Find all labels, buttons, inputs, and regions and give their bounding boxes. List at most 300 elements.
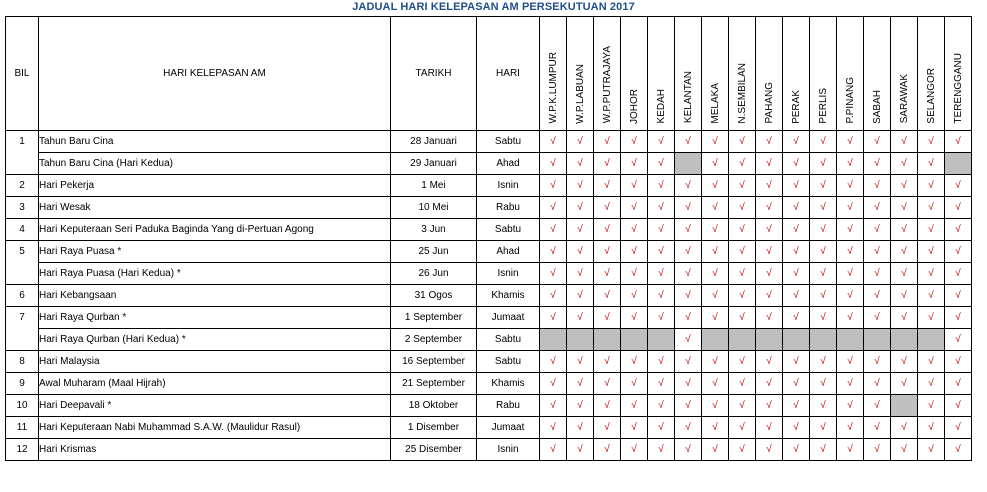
row-date: 25 Jun bbox=[391, 241, 477, 263]
holiday-check-mark: √ bbox=[756, 285, 783, 307]
row-day: Ahad bbox=[477, 153, 540, 175]
holiday-check-mark: √ bbox=[675, 417, 702, 439]
holiday-check-mark: √ bbox=[783, 351, 810, 373]
table-row bbox=[6, 131, 972, 153]
holiday-check-mark: √ bbox=[594, 263, 621, 285]
holiday-check-mark: √ bbox=[675, 395, 702, 417]
holiday-check-mark: √ bbox=[567, 263, 594, 285]
holiday-check-mark: √ bbox=[648, 373, 675, 395]
holiday-check-mark: √ bbox=[648, 417, 675, 439]
row-day: Sabtu bbox=[477, 131, 540, 153]
holiday-check-mark: √ bbox=[729, 395, 756, 417]
holiday-check-mark: √ bbox=[567, 153, 594, 175]
not-holiday-cell bbox=[675, 153, 702, 175]
row-day: Sabtu bbox=[477, 329, 540, 351]
holiday-check-mark: √ bbox=[702, 307, 729, 329]
holiday-check-mark: √ bbox=[594, 373, 621, 395]
holiday-check-mark: √ bbox=[783, 131, 810, 153]
table-row bbox=[6, 307, 972, 329]
holiday-check-mark: √ bbox=[864, 219, 891, 241]
holiday-check-mark: √ bbox=[837, 373, 864, 395]
holiday-check-mark: √ bbox=[810, 197, 837, 219]
holiday-check-mark: √ bbox=[783, 153, 810, 175]
holiday-check-mark: √ bbox=[540, 439, 567, 461]
table-row bbox=[6, 373, 972, 395]
holiday-check-mark: √ bbox=[945, 329, 972, 351]
not-holiday-cell bbox=[594, 329, 621, 351]
holiday-check-mark: √ bbox=[945, 197, 972, 219]
table-body bbox=[6, 131, 972, 461]
row-holiday-name: Hari Raya Qurban * bbox=[39, 307, 391, 329]
holiday-check-mark: √ bbox=[675, 263, 702, 285]
header-state-label: MELAKA bbox=[709, 82, 721, 124]
row-holiday-name: Hari Raya Puasa * bbox=[39, 241, 391, 263]
holiday-check-mark: √ bbox=[702, 197, 729, 219]
holiday-check-mark: √ bbox=[567, 395, 594, 417]
holiday-check-mark: √ bbox=[648, 307, 675, 329]
holiday-check-mark: √ bbox=[729, 439, 756, 461]
holiday-check-mark: √ bbox=[648, 439, 675, 461]
holiday-check-mark: √ bbox=[891, 263, 918, 285]
holiday-check-mark: √ bbox=[621, 131, 648, 153]
holiday-check-mark: √ bbox=[729, 351, 756, 373]
holiday-check-mark: √ bbox=[540, 263, 567, 285]
header-date: TARIKH bbox=[391, 17, 477, 131]
header-row bbox=[6, 17, 972, 131]
row-day: Khamis bbox=[477, 285, 540, 307]
not-holiday-cell bbox=[621, 329, 648, 351]
row-day: Jumaat bbox=[477, 307, 540, 329]
holiday-check-mark: √ bbox=[729, 285, 756, 307]
row-holiday-name: Hari Deepavali * bbox=[39, 395, 391, 417]
holiday-check-mark: √ bbox=[756, 153, 783, 175]
header-name: HARI KELEPASAN AM bbox=[39, 17, 391, 131]
holiday-check-mark: √ bbox=[729, 219, 756, 241]
row-date: 26 Jun bbox=[391, 263, 477, 285]
header-state bbox=[783, 17, 810, 131]
not-holiday-cell bbox=[891, 395, 918, 417]
holiday-check-mark: √ bbox=[648, 351, 675, 373]
holiday-check-mark: √ bbox=[594, 197, 621, 219]
row-holiday-name: Hari Raya Qurban (Hari Kedua) * bbox=[39, 329, 391, 351]
row-date: 28 Januari bbox=[391, 131, 477, 153]
holiday-check-mark: √ bbox=[837, 197, 864, 219]
header-state bbox=[945, 17, 972, 131]
header-state bbox=[810, 17, 837, 131]
holiday-check-mark: √ bbox=[675, 285, 702, 307]
header-state bbox=[756, 17, 783, 131]
holiday-check-mark: √ bbox=[621, 219, 648, 241]
not-holiday-cell bbox=[756, 329, 783, 351]
not-holiday-cell bbox=[864, 329, 891, 351]
holiday-check-mark: √ bbox=[594, 417, 621, 439]
holiday-check-mark: √ bbox=[675, 351, 702, 373]
row-date: 3 Jun bbox=[391, 219, 477, 241]
holiday-check-mark: √ bbox=[540, 175, 567, 197]
page-title: JADUAL HARI KELEPASAN AM PERSEKUTUAN 2017 bbox=[352, 1, 635, 13]
holiday-check-mark: √ bbox=[567, 131, 594, 153]
not-holiday-cell bbox=[702, 329, 729, 351]
holiday-check-mark: √ bbox=[621, 351, 648, 373]
holiday-check-mark: √ bbox=[945, 373, 972, 395]
table-row bbox=[6, 219, 972, 241]
header-state-label: KELANTAN bbox=[682, 71, 694, 124]
header-state bbox=[540, 17, 567, 131]
not-holiday-cell bbox=[783, 329, 810, 351]
row-holiday-name: Hari Wesak bbox=[39, 197, 391, 219]
row-holiday-name: Hari Raya Puasa (Hari Kedua) * bbox=[39, 263, 391, 285]
header-state bbox=[567, 17, 594, 131]
not-holiday-cell bbox=[945, 153, 972, 175]
holiday-check-mark: √ bbox=[702, 373, 729, 395]
header-state bbox=[729, 17, 756, 131]
row-holiday-name: Hari Kebangsaan bbox=[39, 285, 391, 307]
holiday-check-mark: √ bbox=[567, 197, 594, 219]
holiday-check-mark: √ bbox=[918, 131, 945, 153]
holiday-check-mark: √ bbox=[891, 175, 918, 197]
row-day: Rabu bbox=[477, 395, 540, 417]
header-state-label: W.P.K.LUMPUR bbox=[547, 52, 559, 124]
holiday-check-mark: √ bbox=[783, 263, 810, 285]
holiday-check-mark: √ bbox=[810, 175, 837, 197]
holiday-check-mark: √ bbox=[729, 263, 756, 285]
row-day: Rabu bbox=[477, 197, 540, 219]
row-bil: 7 bbox=[6, 307, 39, 329]
holiday-check-mark: √ bbox=[810, 439, 837, 461]
row-day: Khamis bbox=[477, 373, 540, 395]
holiday-check-mark: √ bbox=[918, 219, 945, 241]
holiday-check-mark: √ bbox=[729, 307, 756, 329]
holiday-check-mark: √ bbox=[810, 219, 837, 241]
holiday-check-mark: √ bbox=[621, 153, 648, 175]
holiday-check-mark: √ bbox=[702, 241, 729, 263]
holiday-check-mark: √ bbox=[648, 131, 675, 153]
holiday-check-mark: √ bbox=[567, 351, 594, 373]
row-date: 18 Oktober bbox=[391, 395, 477, 417]
holiday-check-mark: √ bbox=[621, 285, 648, 307]
holiday-check-mark: √ bbox=[837, 219, 864, 241]
holiday-check-mark: √ bbox=[540, 241, 567, 263]
holiday-check-mark: √ bbox=[837, 175, 864, 197]
header-state-label: TERENGGANU bbox=[952, 52, 964, 124]
row-bil: 12 bbox=[6, 439, 39, 461]
holiday-check-mark: √ bbox=[864, 395, 891, 417]
table-row bbox=[6, 329, 972, 351]
holiday-check-mark: √ bbox=[648, 197, 675, 219]
holiday-check-mark: √ bbox=[918, 395, 945, 417]
holiday-check-mark: √ bbox=[567, 285, 594, 307]
holiday-check-mark: √ bbox=[756, 175, 783, 197]
holiday-check-mark: √ bbox=[918, 351, 945, 373]
holiday-check-mark: √ bbox=[945, 351, 972, 373]
holiday-check-mark: √ bbox=[810, 153, 837, 175]
table-row bbox=[6, 351, 972, 373]
holiday-check-mark: √ bbox=[675, 197, 702, 219]
header-state bbox=[621, 17, 648, 131]
holiday-check-mark: √ bbox=[540, 307, 567, 329]
header-state bbox=[702, 17, 729, 131]
holiday-check-mark: √ bbox=[864, 153, 891, 175]
row-day: Isnin bbox=[477, 439, 540, 461]
row-bil bbox=[6, 329, 39, 351]
holiday-check-mark: √ bbox=[783, 373, 810, 395]
holiday-check-mark: √ bbox=[594, 153, 621, 175]
holiday-check-mark: √ bbox=[756, 241, 783, 263]
header-state-label: W.P.LABUAN bbox=[574, 63, 586, 124]
holiday-check-mark: √ bbox=[891, 219, 918, 241]
holiday-check-mark: √ bbox=[864, 417, 891, 439]
holiday-check-mark: √ bbox=[567, 307, 594, 329]
header-state bbox=[675, 17, 702, 131]
holiday-check-mark: √ bbox=[918, 241, 945, 263]
holiday-check-mark: √ bbox=[675, 175, 702, 197]
header-state bbox=[864, 17, 891, 131]
holiday-check-mark: √ bbox=[918, 307, 945, 329]
holiday-check-mark: √ bbox=[675, 329, 702, 351]
row-date: 25 Disember bbox=[391, 439, 477, 461]
not-holiday-cell bbox=[891, 329, 918, 351]
row-holiday-name: Hari Keputeraan Seri Paduka Baginda Yang di-Pertuan Agong bbox=[39, 219, 391, 241]
holiday-check-mark: √ bbox=[567, 439, 594, 461]
holiday-check-mark: √ bbox=[756, 263, 783, 285]
holiday-check-mark: √ bbox=[891, 153, 918, 175]
holiday-check-mark: √ bbox=[783, 197, 810, 219]
table-row bbox=[6, 285, 972, 307]
header-state-label: SABAH bbox=[871, 89, 883, 124]
holiday-check-mark: √ bbox=[675, 439, 702, 461]
holiday-check-mark: √ bbox=[756, 307, 783, 329]
row-holiday-name: Hari Malaysia bbox=[39, 351, 391, 373]
holiday-check-mark: √ bbox=[540, 153, 567, 175]
row-holiday-name: Awal Muharam (Maal Hijrah) bbox=[39, 373, 391, 395]
holiday-check-mark: √ bbox=[621, 197, 648, 219]
holiday-check-mark: √ bbox=[729, 197, 756, 219]
holiday-check-mark: √ bbox=[864, 175, 891, 197]
row-holiday-name: Tahun Baru Cina (Hari Kedua) bbox=[39, 153, 391, 175]
holiday-check-mark: √ bbox=[648, 263, 675, 285]
holiday-check-mark: √ bbox=[945, 285, 972, 307]
holiday-check-mark: √ bbox=[729, 153, 756, 175]
holiday-check-mark: √ bbox=[918, 439, 945, 461]
holiday-check-mark: √ bbox=[891, 351, 918, 373]
holiday-check-mark: √ bbox=[621, 307, 648, 329]
holiday-check-mark: √ bbox=[837, 153, 864, 175]
holiday-check-mark: √ bbox=[594, 131, 621, 153]
holiday-check-mark: √ bbox=[945, 395, 972, 417]
row-holiday-name: Hari Pekerja bbox=[39, 175, 391, 197]
holiday-check-mark: √ bbox=[891, 417, 918, 439]
row-bil: 3 bbox=[6, 197, 39, 219]
row-bil bbox=[6, 263, 39, 285]
holiday-check-mark: √ bbox=[918, 417, 945, 439]
holiday-check-mark: √ bbox=[945, 175, 972, 197]
row-day: Sabtu bbox=[477, 351, 540, 373]
holiday-check-mark: √ bbox=[567, 219, 594, 241]
header-state-label: PERAK bbox=[790, 89, 802, 124]
row-date: 31 Ogos bbox=[391, 285, 477, 307]
holiday-check-mark: √ bbox=[783, 175, 810, 197]
row-bil: 5 bbox=[6, 241, 39, 263]
holiday-check-mark: √ bbox=[594, 219, 621, 241]
holiday-check-mark: √ bbox=[594, 395, 621, 417]
holiday-check-mark: √ bbox=[783, 241, 810, 263]
row-day: Isnin bbox=[477, 175, 540, 197]
holiday-check-mark: √ bbox=[621, 175, 648, 197]
holiday-check-mark: √ bbox=[864, 307, 891, 329]
header-state-label: PAHANG bbox=[763, 82, 775, 124]
header-state-label: N.SEMBILAN bbox=[736, 62, 748, 124]
holiday-check-mark: √ bbox=[945, 131, 972, 153]
holiday-check-mark: √ bbox=[864, 131, 891, 153]
holiday-check-mark: √ bbox=[594, 175, 621, 197]
holiday-check-mark: √ bbox=[810, 351, 837, 373]
holiday-check-mark: √ bbox=[594, 285, 621, 307]
holiday-check-mark: √ bbox=[567, 175, 594, 197]
header-day: HARI bbox=[477, 17, 540, 131]
holiday-check-mark: √ bbox=[540, 197, 567, 219]
holiday-check-mark: √ bbox=[756, 439, 783, 461]
holiday-check-mark: √ bbox=[837, 351, 864, 373]
holiday-check-mark: √ bbox=[945, 439, 972, 461]
holiday-check-mark: √ bbox=[675, 241, 702, 263]
holiday-check-mark: √ bbox=[540, 219, 567, 241]
header-state bbox=[594, 17, 621, 131]
holiday-check-mark: √ bbox=[891, 241, 918, 263]
holiday-check-mark: √ bbox=[702, 153, 729, 175]
header-state-label: SARAWAK bbox=[898, 74, 910, 124]
holiday-check-mark: √ bbox=[756, 219, 783, 241]
holiday-check-mark: √ bbox=[837, 307, 864, 329]
holiday-table bbox=[5, 16, 972, 461]
row-date: 1 September bbox=[391, 307, 477, 329]
holiday-check-mark: √ bbox=[594, 351, 621, 373]
not-holiday-cell bbox=[729, 329, 756, 351]
holiday-check-mark: √ bbox=[783, 219, 810, 241]
row-bil bbox=[6, 153, 39, 175]
holiday-check-mark: √ bbox=[621, 373, 648, 395]
holiday-check-mark: √ bbox=[540, 351, 567, 373]
holiday-check-mark: √ bbox=[621, 395, 648, 417]
holiday-check-mark: √ bbox=[648, 175, 675, 197]
table-row bbox=[6, 263, 972, 285]
holiday-check-mark: √ bbox=[567, 241, 594, 263]
holiday-check-mark: √ bbox=[675, 131, 702, 153]
holiday-check-mark: √ bbox=[891, 197, 918, 219]
holiday-check-mark: √ bbox=[702, 351, 729, 373]
holiday-check-mark: √ bbox=[729, 175, 756, 197]
row-holiday-name: Tahun Baru Cina bbox=[39, 131, 391, 153]
holiday-check-mark: √ bbox=[864, 351, 891, 373]
holiday-check-mark: √ bbox=[702, 395, 729, 417]
holiday-check-mark: √ bbox=[567, 417, 594, 439]
row-date: 10 Mei bbox=[391, 197, 477, 219]
table-row bbox=[6, 241, 972, 263]
header-state bbox=[918, 17, 945, 131]
holiday-check-mark: √ bbox=[837, 241, 864, 263]
row-day: Ahad bbox=[477, 241, 540, 263]
holiday-check-mark: √ bbox=[540, 285, 567, 307]
row-bil: 11 bbox=[6, 417, 39, 439]
holiday-check-mark: √ bbox=[621, 241, 648, 263]
not-holiday-cell bbox=[918, 329, 945, 351]
row-bil: 4 bbox=[6, 219, 39, 241]
holiday-check-mark: √ bbox=[783, 395, 810, 417]
holiday-check-mark: √ bbox=[918, 197, 945, 219]
row-holiday-name: Hari Krismas bbox=[39, 439, 391, 461]
holiday-check-mark: √ bbox=[648, 285, 675, 307]
holiday-check-mark: √ bbox=[864, 285, 891, 307]
holiday-check-mark: √ bbox=[891, 373, 918, 395]
header-state bbox=[891, 17, 918, 131]
holiday-check-mark: √ bbox=[594, 439, 621, 461]
row-day: Isnin bbox=[477, 263, 540, 285]
holiday-check-mark: √ bbox=[864, 263, 891, 285]
holiday-check-mark: √ bbox=[648, 241, 675, 263]
holiday-check-mark: √ bbox=[837, 285, 864, 307]
holiday-check-mark: √ bbox=[810, 307, 837, 329]
table-row bbox=[6, 175, 972, 197]
holiday-check-mark: √ bbox=[567, 373, 594, 395]
holiday-check-mark: √ bbox=[864, 373, 891, 395]
holiday-check-mark: √ bbox=[945, 241, 972, 263]
holiday-check-mark: √ bbox=[837, 395, 864, 417]
holiday-check-mark: √ bbox=[756, 131, 783, 153]
row-holiday-name: Hari Keputeraan Nabi Muhammad S.A.W. (Maulidur Rasul) bbox=[39, 417, 391, 439]
row-date: 21 September bbox=[391, 373, 477, 395]
holiday-check-mark: √ bbox=[729, 241, 756, 263]
holiday-check-mark: √ bbox=[540, 131, 567, 153]
holiday-check-mark: √ bbox=[756, 373, 783, 395]
holiday-check-mark: √ bbox=[594, 307, 621, 329]
table-row bbox=[6, 439, 972, 461]
holiday-check-mark: √ bbox=[945, 307, 972, 329]
not-holiday-cell bbox=[540, 329, 567, 351]
holiday-check-mark: √ bbox=[783, 285, 810, 307]
row-date: 2 September bbox=[391, 329, 477, 351]
not-holiday-cell bbox=[567, 329, 594, 351]
holiday-check-mark: √ bbox=[540, 373, 567, 395]
holiday-check-mark: √ bbox=[594, 241, 621, 263]
holiday-check-mark: √ bbox=[918, 175, 945, 197]
row-bil: 6 bbox=[6, 285, 39, 307]
holiday-check-mark: √ bbox=[837, 439, 864, 461]
header-state bbox=[648, 17, 675, 131]
holiday-check-mark: √ bbox=[810, 131, 837, 153]
holiday-check-mark: √ bbox=[648, 219, 675, 241]
holiday-check-mark: √ bbox=[810, 395, 837, 417]
holiday-check-mark: √ bbox=[540, 395, 567, 417]
holiday-check-mark: √ bbox=[864, 241, 891, 263]
row-day: Sabtu bbox=[477, 219, 540, 241]
holiday-check-mark: √ bbox=[918, 285, 945, 307]
not-holiday-cell bbox=[837, 329, 864, 351]
holiday-check-mark: √ bbox=[837, 417, 864, 439]
holiday-check-mark: √ bbox=[729, 373, 756, 395]
not-holiday-cell bbox=[648, 329, 675, 351]
holiday-check-mark: √ bbox=[702, 439, 729, 461]
holiday-check-mark: √ bbox=[702, 417, 729, 439]
holiday-check-mark: √ bbox=[918, 373, 945, 395]
holiday-check-mark: √ bbox=[891, 307, 918, 329]
holiday-check-mark: √ bbox=[891, 439, 918, 461]
holiday-check-mark: √ bbox=[837, 131, 864, 153]
holiday-check-mark: √ bbox=[918, 153, 945, 175]
row-bil: 2 bbox=[6, 175, 39, 197]
table-row bbox=[6, 417, 972, 439]
holiday-check-mark: √ bbox=[810, 263, 837, 285]
holiday-check-mark: √ bbox=[945, 263, 972, 285]
holiday-check-mark: √ bbox=[810, 241, 837, 263]
